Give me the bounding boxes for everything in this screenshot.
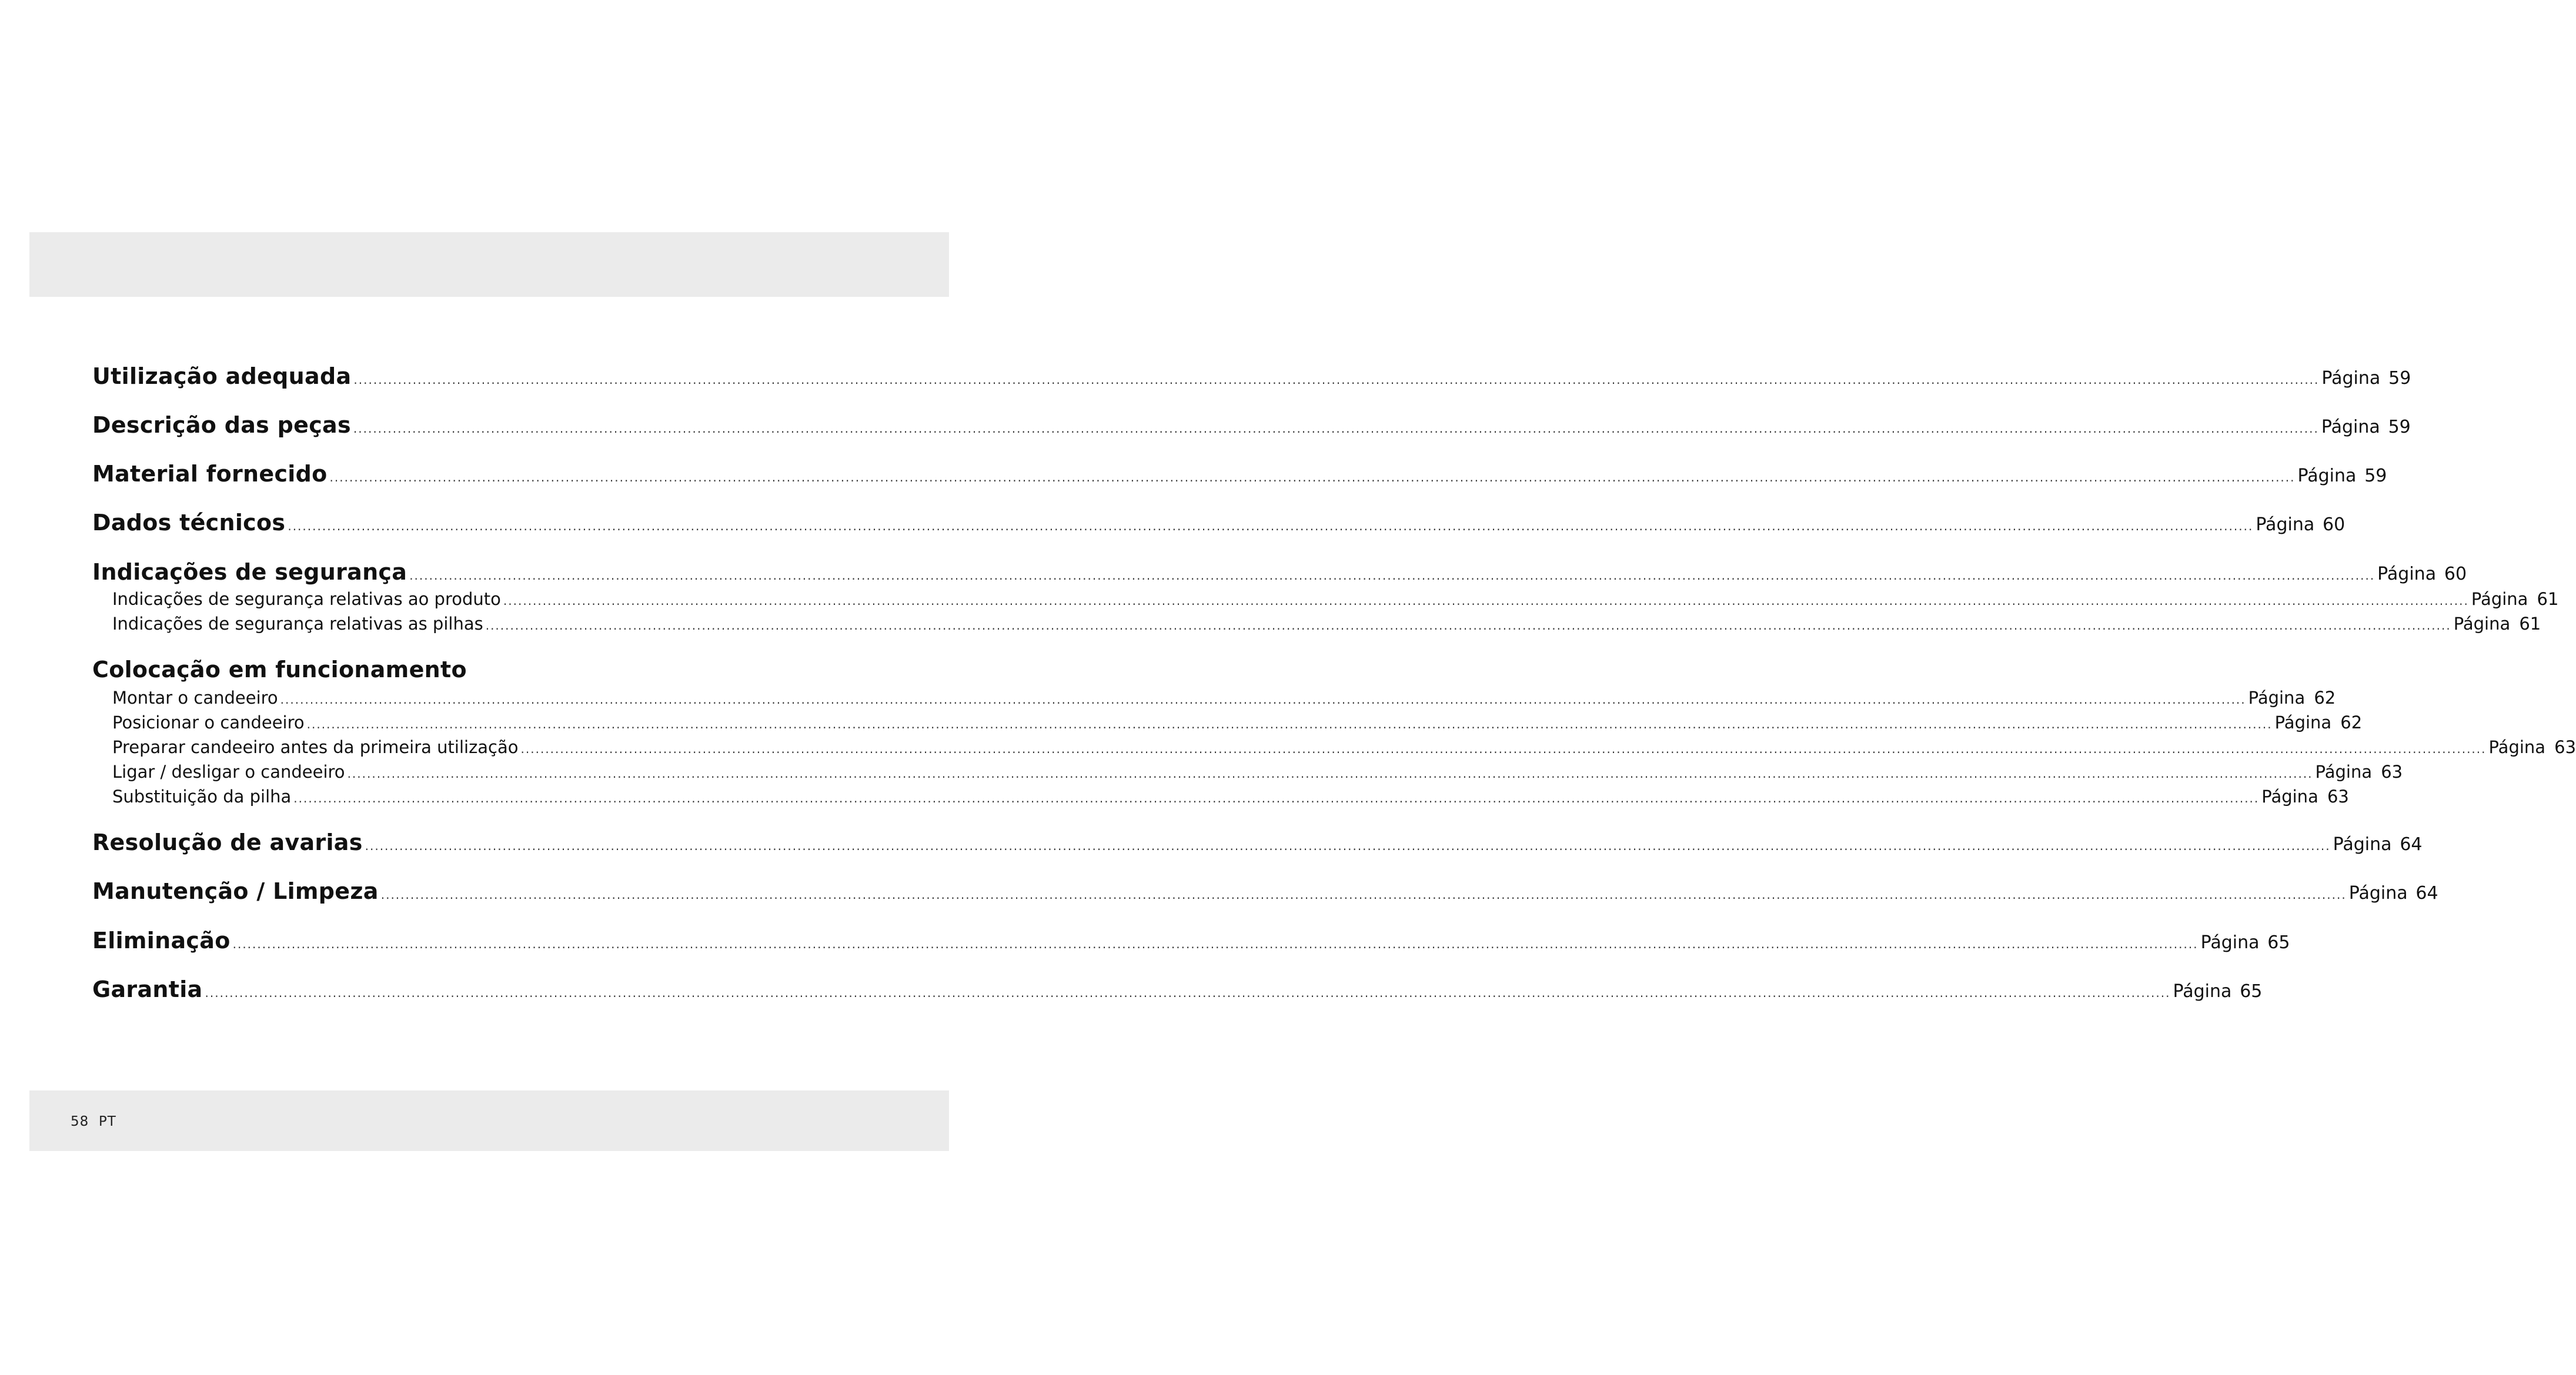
toc-subentry-seguranca-pilhas[interactable]: [112, 614, 2541, 634]
toc-page-ref: Página 62: [2274, 712, 2363, 732]
toc-entry-title: Indicações de segurança relativas ao produto: [112, 589, 501, 609]
toc-page-ref: Página 64: [2333, 834, 2423, 855]
toc-entry-material-fornecido[interactable]: [92, 461, 2387, 487]
dot-leader: ................................................................................................................................................................................................................................................................................................................................................................................................................: [232, 937, 2199, 951]
dot-leader: ................................................................................................................................................................................................................................................................................................................................................................................................................: [205, 986, 2171, 1000]
dot-leader: ................................................................................................................................................................................................................................................................................................................................................................................................................: [520, 742, 2487, 756]
toc-entry-title: Preparar candeeiro antes da primeira utilização: [112, 737, 519, 757]
toc-page-ref: Página 60: [2377, 564, 2467, 584]
toc-page-ref: Página 61: [2453, 614, 2541, 634]
dot-leader: ................................................................................................................................................................................................................................................................................................................................................................................................................: [485, 618, 2451, 633]
dot-leader: ................................................................................................................................................................................................................................................................................................................................................................................................................: [288, 519, 2254, 533]
toc-entry-title: Manutenção / Limpeza: [92, 878, 379, 904]
dot-leader: ................................................................................................................................................................................................................................................................................................................................................................................................................: [409, 568, 2375, 583]
toc-entry-dados-tecnicos[interactable]: [92, 510, 2346, 536]
toc-subentry-montar-candeeiro[interactable]: [112, 688, 2336, 708]
toc-entry-title: Utilização adequada: [92, 363, 352, 389]
dot-leader: ................................................................................................................................................................................................................................................................................................................................................................................................................: [353, 373, 2320, 387]
toc-entry-title: Dados técnicos: [92, 510, 286, 536]
toc-entry-title: Posicionar o candeeiro: [112, 712, 305, 732]
toc-entry-title: Material fornecido: [92, 461, 328, 487]
dot-leader: ................................................................................................................................................................................................................................................................................................................................................................................................................: [293, 791, 2260, 805]
toc-page-ref: Página 65: [2200, 932, 2290, 953]
toc-page-ref: Página 63: [2315, 762, 2403, 782]
header-band: [29, 232, 949, 297]
page-footer: [71, 1114, 116, 1129]
toc-section-colocacao-em-funcionamento: [92, 657, 884, 683]
dot-leader: ................................................................................................................................................................................................................................................................................................................................................................................................................: [365, 839, 2331, 853]
toc-page-ref: Página 62: [2248, 688, 2336, 708]
toc-page-ref: Página 60: [2256, 514, 2346, 535]
dot-leader: ................................................................................................................................................................................................................................................................................................................................................................................................................: [329, 470, 2296, 484]
page-number: 58: [71, 1114, 89, 1129]
footer-band: [29, 1090, 949, 1151]
toc-page-ref: Página 59: [2321, 368, 2411, 389]
dot-leader: ................................................................................................................................................................................................................................................................................................................................................................................................................: [347, 767, 2313, 781]
toc-entry-manutencao-limpeza[interactable]: [92, 878, 2438, 904]
toc-subentry-posicionar-candeeiro[interactable]: [112, 712, 2363, 732]
toc-page-ref: Página 64: [2348, 883, 2438, 904]
toc-entry-title: Garantia: [92, 976, 203, 1002]
dot-leader: ................................................................................................................................................................................................................................................................................................................................................................................................................: [380, 888, 2347, 902]
language-code: PT: [98, 1114, 116, 1129]
toc-entry-title: Resolução de avarias: [92, 829, 363, 855]
toc-entry-utilizacao-adequada[interactable]: [92, 363, 2411, 389]
toc-entry-title: Ligar / desligar o candeeiro: [112, 762, 345, 782]
toc-page-ref: Página 59: [2321, 417, 2411, 437]
toc-subentry-substituicao-pilha[interactable]: [112, 787, 2349, 807]
toc-subentry-seguranca-produto[interactable]: [112, 589, 2559, 609]
toc-entry-descricao-das-pecas[interactable]: [92, 412, 2411, 438]
toc-entry-title: Substituição da pilha: [112, 787, 292, 807]
toc-page-ref: Página 61: [2471, 589, 2559, 609]
toc-subentry-ligar-desligar[interactable]: [112, 762, 2403, 782]
toc-entry-title: Eliminação: [92, 928, 230, 954]
toc-entry-title: Indicações de segurança: [92, 559, 407, 585]
toc-page-ref: Página 65: [2173, 981, 2263, 1002]
toc-entry-title: Montar o candeeiro: [112, 688, 278, 708]
dot-leader: ................................................................................................................................................................................................................................................................................................................................................................................................................: [503, 594, 2469, 608]
toc-entry-eliminacao[interactable]: [92, 928, 2290, 954]
toc-page-ref: Página 59: [2297, 466, 2387, 486]
toc-entry-garantia[interactable]: [92, 976, 2263, 1002]
toc-page-ref: Página 63: [2488, 737, 2576, 757]
toc-page-ref: Página 63: [2261, 787, 2349, 807]
toc-entry-title: Descrição das peças: [92, 412, 351, 438]
dot-leader: ................................................................................................................................................................................................................................................................................................................................................................................................................: [280, 692, 2246, 707]
dot-leader: ................................................................................................................................................................................................................................................................................................................................................................................................................: [353, 421, 2319, 436]
toc-entry-title: Indicações de segurança relativas as pilhas: [112, 614, 483, 634]
dot-leader: ................................................................................................................................................................................................................................................................................................................................................................................................................: [306, 717, 2273, 731]
toc-section-title: Colocação em funcionamento: [92, 657, 467, 683]
toc-entry-resolucao-de-avarias[interactable]: [92, 829, 2423, 855]
toc-subentry-preparar-candeeiro[interactable]: [112, 737, 2576, 757]
toc-entry-indicacoes-de-seguranca[interactable]: [92, 559, 2467, 585]
